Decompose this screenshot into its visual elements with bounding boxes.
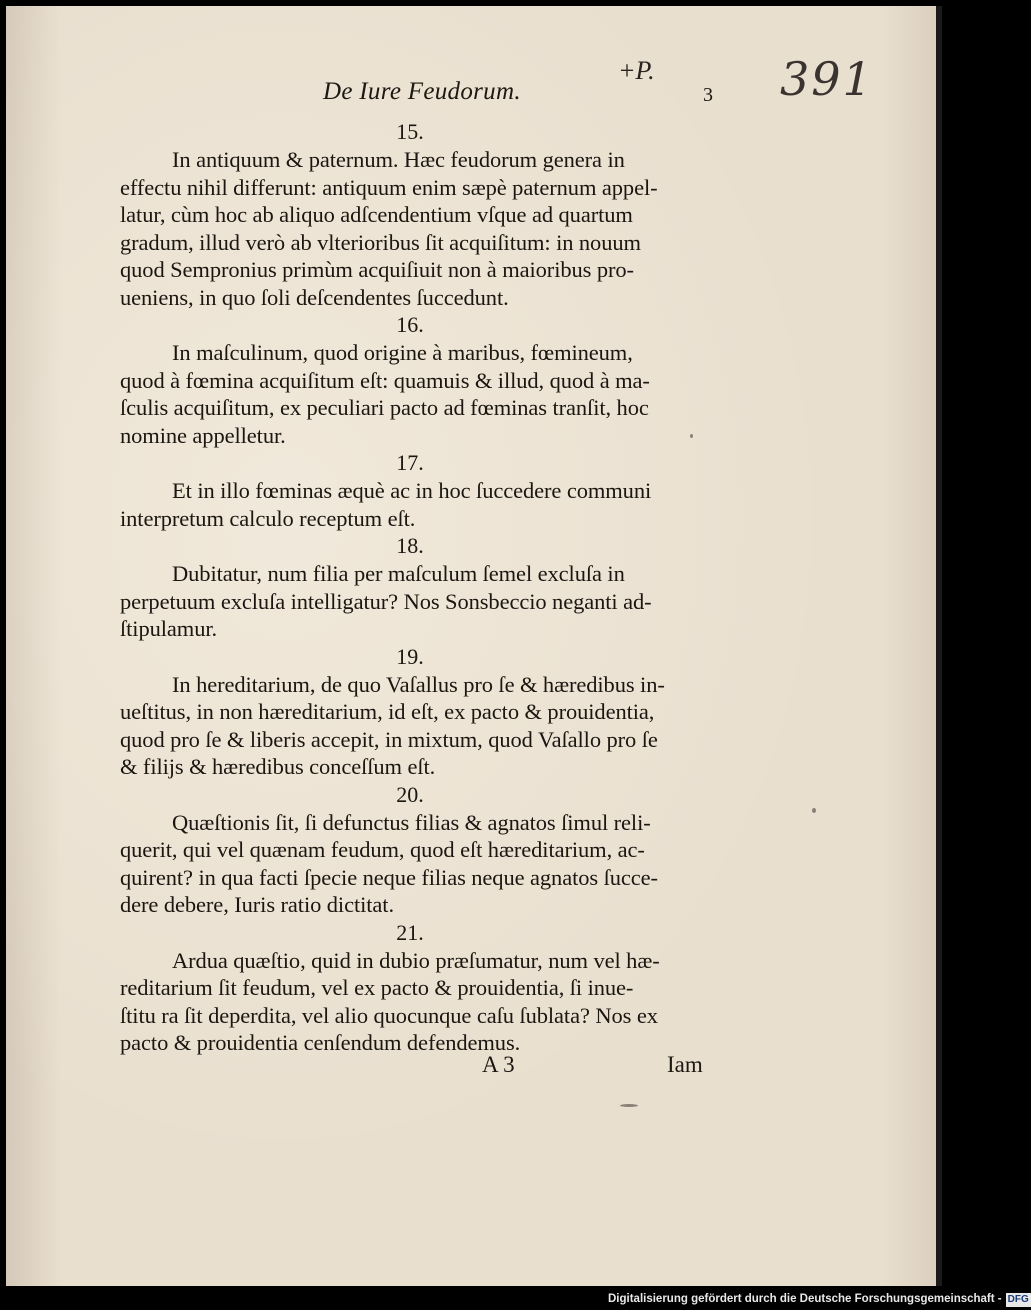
dfg-logo: DFG	[1007, 1294, 1029, 1305]
text-line: In maſculinum, quod origine à maribus, fœmineum,	[172, 340, 633, 365]
section-paragraph	[120, 560, 720, 643]
text-line: Quæſtionis ſit, ſi defunctus filias & agnatos ſimul reli-	[172, 809, 651, 835]
section-15	[120, 118, 720, 311]
text-line: In hereditarium, de quo Vaſallus pro ſe & hæredibus in-	[172, 671, 665, 697]
section-paragraph	[120, 947, 720, 1057]
text-line: dere debere, Iuris ratio dictitat.	[120, 892, 394, 917]
section-number: 19.	[396, 643, 424, 669]
text-line: quirent? in qua facti ſpecie neque filias neque agnatos ſucce-	[120, 864, 658, 890]
text-line: quod Sempronius primùm acquiſiuit non à maioribus pro-	[120, 257, 634, 282]
section-paragraph	[120, 671, 720, 781]
section-paragraph	[120, 809, 720, 919]
text-line: nomine appelletur.	[120, 422, 286, 448]
page-edge-shadow	[936, 6, 942, 1286]
handwritten-mark: +P.	[618, 56, 655, 85]
text-line: Ardua quæſtio, quid in dubio præſumatur, num vel hæ-	[172, 947, 660, 973]
section-18	[120, 532, 720, 643]
text-line: & filijs & hæredibus conceſſum eſt.	[120, 754, 436, 779]
text-line: reditarium ſit feudum, vel ex pacto & prouidentia, ſi inue-	[120, 975, 634, 1000]
text-line: quod pro ſe & liberis accepit, in mixtum, quod Vaſallo pro ſe	[120, 726, 658, 752]
section-17	[120, 449, 720, 532]
text-line: Dubitatur, num filia per maſculum ſemel excluſa in	[172, 561, 625, 586]
digitization-notice	[608, 1293, 1031, 1307]
ink-speck	[690, 434, 693, 438]
catchword: Iam	[667, 1052, 703, 1077]
text-line: querit, qui vel quænam feudum, quod eſt hæreditarium, ac-	[120, 837, 645, 862]
section-paragraph	[120, 146, 720, 311]
section-19	[120, 643, 720, 781]
text-line: latur, cùm hoc ab aliquo adſcendentium vſque ad quartum	[120, 202, 633, 227]
section-20	[120, 781, 720, 919]
section-16	[120, 311, 720, 449]
text-line: ſtipulamur.	[120, 616, 218, 641]
handwritten-folio-number: 391	[780, 52, 874, 106]
body-text	[120, 118, 720, 1057]
signature-mark: A 3	[482, 1052, 515, 1077]
text-line: Et in illo fœminas æquè ac in hoc ſuccedere communi	[172, 478, 652, 503]
section-paragraph	[120, 477, 720, 532]
text-line: ueniens, in quo ſoli deſcendentes ſuccedunt.	[120, 284, 509, 310]
text-line: quod à fœmina acquiſitum eſt: quamuis & illud, quod à ma-	[120, 367, 650, 393]
ink-speck	[620, 1104, 638, 1107]
section-number: 17.	[396, 450, 424, 475]
text-line: perpetuum excluſa intelligatur? Nos Sonsbeccio neganti ad-	[120, 588, 652, 614]
ink-speck	[812, 808, 816, 813]
section-number: 16.	[396, 312, 424, 337]
text-line: ſculis acquiſitum, ex peculiari pacto ad fœminas tranſit, hoc	[120, 395, 649, 420]
text-line: pacto & prouidentia cenſendum defendemus.	[120, 1030, 521, 1055]
text-line: ſtitu ra ſit deperdita, vel alio quocunque caſu ſublata? Nos ex	[120, 1002, 658, 1028]
text-line: interpretum calculo receptum eſt.	[120, 505, 416, 531]
digitization-notice-text: Digitalisierung gefördert durch die Deutsche Forschungsgemeinschaft -	[608, 1293, 1002, 1305]
section-21	[120, 919, 720, 1057]
section-number: 21.	[396, 919, 424, 945]
text-line: In antiquum & paternum. Hæc feudorum genera in	[172, 147, 625, 172]
section-number: 15.	[396, 119, 424, 144]
section-number: 20.	[396, 781, 424, 807]
section-number: 18.	[396, 533, 424, 558]
text-line: effectu nihil differunt: antiquum enim sæpè paternum appel-	[120, 174, 658, 200]
section-paragraph	[120, 339, 720, 449]
running-title: De Iure Feudorum.	[323, 78, 521, 105]
text-line: ueſtitus, in non hæreditarium, id eſt, ex pacto & prouidentia,	[120, 699, 655, 724]
page-number: 3	[703, 84, 713, 106]
text-line: gradum, illud verò ab vlterioribus ſit acquiſitum: in nouum	[120, 229, 641, 255]
